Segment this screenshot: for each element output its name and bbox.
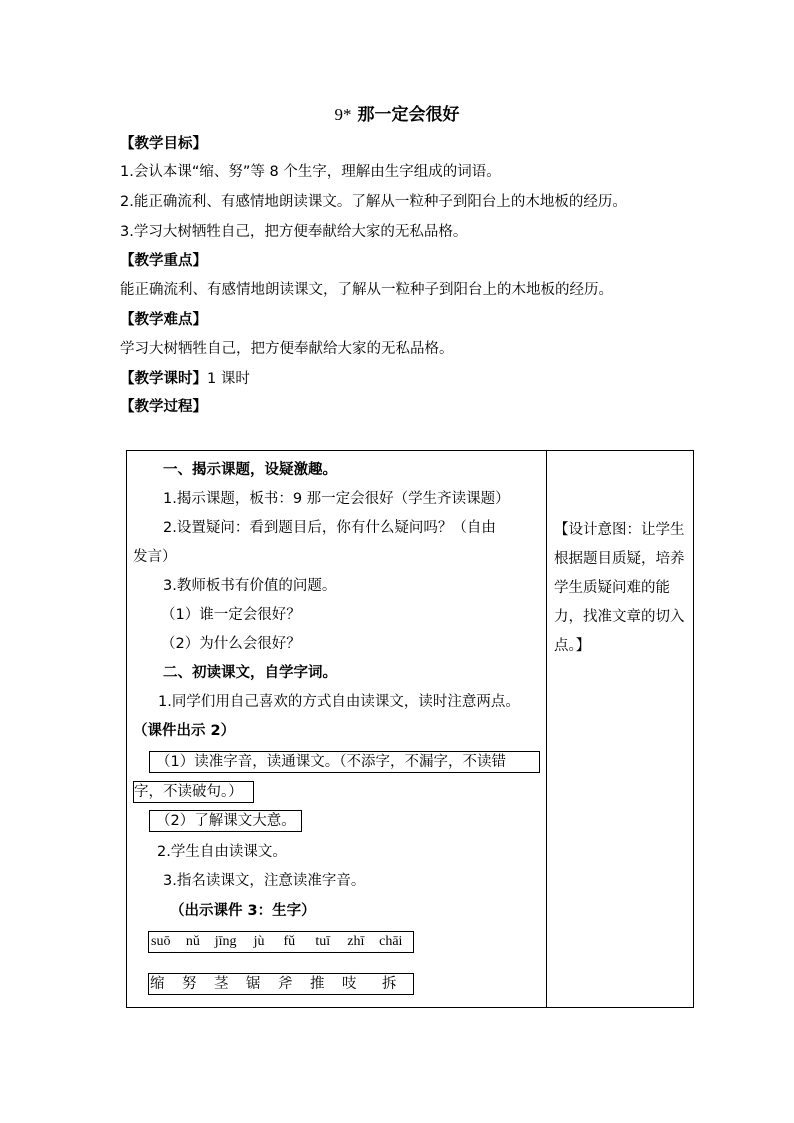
- part2-step2: 2.学生自由读课文。: [157, 844, 287, 860]
- lesson-title: 那一定会很好: [357, 105, 460, 125]
- pinyin: chāi: [379, 934, 403, 949]
- new-characters-box: [148, 973, 414, 995]
- new-character: 斧: [278, 976, 293, 992]
- pinyin: tuī: [315, 934, 331, 949]
- pinyin-box: [148, 931, 414, 953]
- new-character: 拆: [382, 976, 397, 992]
- part1-step1: 1.揭示课题，板书：9 那一定会很好（学生齐读课题）: [163, 491, 510, 507]
- class-hours: [120, 368, 250, 389]
- objective-item: 2.能正确流利、有感情地朗读课文。了解从一粒种子到阳台上的木地板的经历。: [120, 194, 627, 210]
- process-heading: 【教学过程】: [120, 399, 207, 415]
- part1-heading: 一、揭示课题，设疑激趣。: [163, 462, 337, 478]
- pinyin: fǔ: [283, 934, 296, 949]
- part2-step3: 3.指名读课文，注意读准字音。: [163, 873, 366, 889]
- new-character: 缩: [150, 976, 165, 992]
- pinyin: nǔ: [185, 934, 200, 949]
- part1-question-1: （1）谁一定会很好？: [161, 607, 301, 623]
- objective-item: 1.会认本课“缩、努”等 8 个生字，理解由生字组成的词语。: [120, 164, 501, 180]
- courseware-3-label: （出示课件 3：生字）: [170, 903, 316, 919]
- lesson-number: 9*: [334, 105, 352, 124]
- pinyin: jù: [253, 934, 265, 949]
- part2-heading: 二、初读课文，自学字词。: [163, 665, 337, 681]
- difficulties-text: 学习大树牺牲自己，把方便奉献给大家的无私品格。: [120, 341, 454, 357]
- new-character: 茎: [214, 976, 229, 992]
- new-character: 努: [182, 976, 197, 992]
- pinyin: zhī: [347, 934, 365, 949]
- part1-step2: 2.设置疑问：看到题目后，你有什么疑问吗？（自由: [163, 520, 496, 536]
- pinyin: suō: [151, 934, 171, 949]
- key-points-heading: 【教学重点】: [120, 253, 207, 269]
- table-column-divider: [546, 450, 547, 1008]
- part1-step3: 3.教师板书有价值的问题。: [163, 578, 337, 594]
- objective-item: 3.学习大树牺牲自己，把方便奉献给大家的无私品格。: [120, 224, 468, 240]
- reading-requirement-1-box: （1）读准字音，读通课文。（不添字，不漏字，不读错: [149, 751, 540, 773]
- reading-requirement-2-box: （2）了解课文大意。: [149, 810, 302, 832]
- courseware-2-label: （课件出示 2）: [133, 723, 236, 739]
- key-points-text: 能正确流利、有感情地朗读课文，了解从一粒种子到阳台上的木地板的经历。: [120, 282, 613, 298]
- reading-requirement-1-box-cont: 字，不读破句。）: [133, 781, 254, 803]
- design-intent-note: 【设计意图：让学生根据题目质疑，培养学生质疑问难的能力，找准文章的切入点。】: [554, 522, 685, 654]
- pinyin: jīng: [214, 934, 237, 949]
- new-character: 锯: [246, 976, 261, 992]
- part1-step2-cont: 发言）: [133, 549, 177, 565]
- objectives-heading: 【教学目标】: [120, 136, 207, 152]
- new-character: 吱: [342, 976, 357, 992]
- class-hours-value: 1 课时: [207, 371, 250, 387]
- part2-step1: 1.同学们用自己喜欢的方式自由读课文，读时注意两点。: [158, 694, 520, 710]
- class-hours-heading: 【教学课时】: [120, 371, 207, 387]
- part1-question-2: （2）为什么会很好？: [161, 636, 301, 652]
- page-title: [0, 100, 794, 125]
- difficulties-heading: 【教学难点】: [120, 312, 207, 328]
- new-character: 推: [310, 976, 325, 992]
